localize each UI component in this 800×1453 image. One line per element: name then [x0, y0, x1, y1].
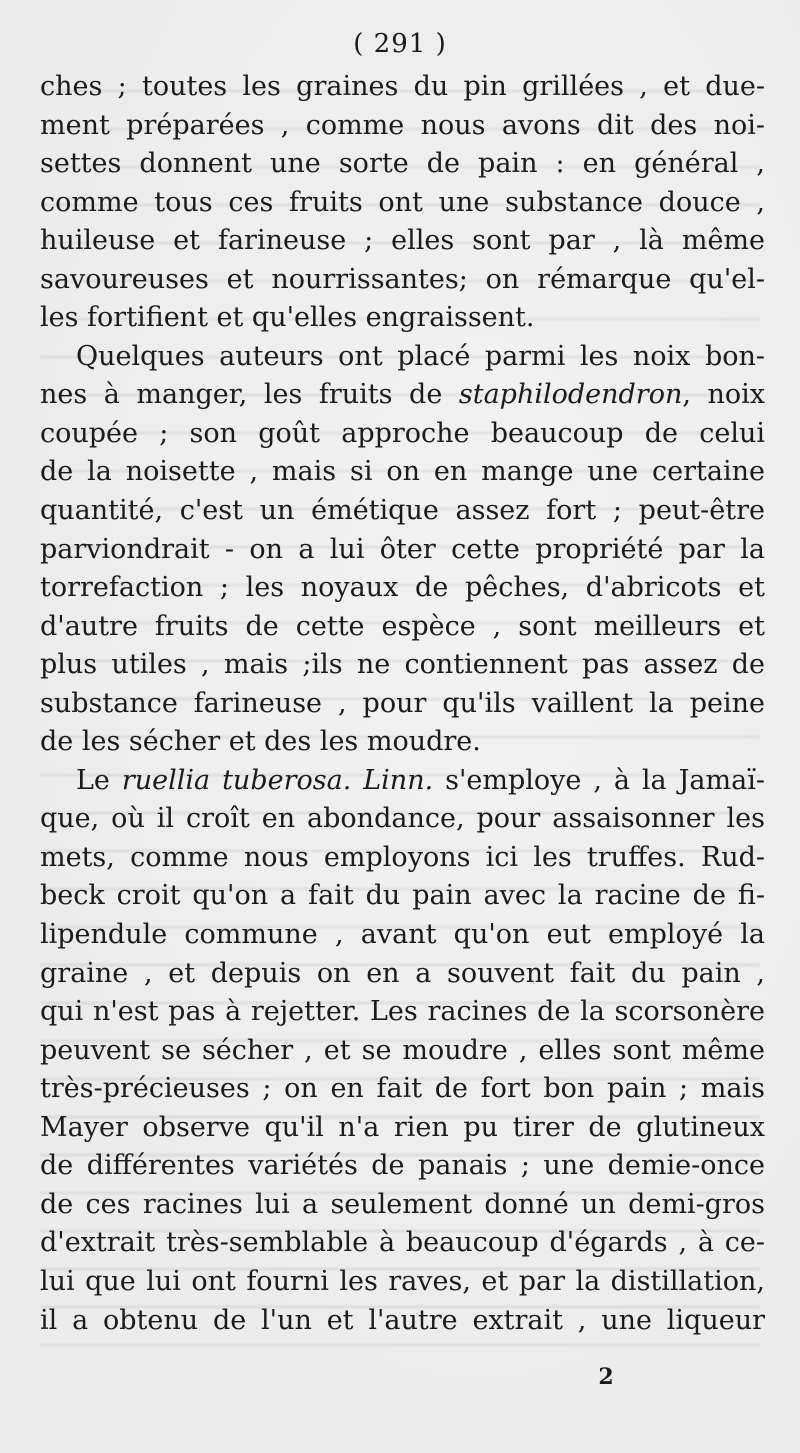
text-line: huileuse et farineuse ; elles sont par , là même [40, 225, 765, 257]
signature-mark: 2 [598, 1364, 614, 1390]
text-line: très-précieuses ; on en fait de fort bon pain ; mais [40, 1073, 765, 1105]
text-line: lui que lui ont fourni les raves, et par la distillation, [40, 1265, 765, 1297]
text-line: comme tous ces fruits ont une substance douce , [40, 186, 765, 218]
text-line: quantité, c'est un émétique assez fort ; peut-être [40, 495, 765, 527]
text-line: d'extrait très-semblable à beaucoup d'égards , à ce- [40, 1227, 765, 1259]
text-line: de ces racines lui a seulement donné un demi-gros [40, 1188, 765, 1220]
text-line: parviondrait - on a lui ôter cette propriété par la [40, 533, 765, 565]
text-line: plus utiles , mais ;ils ne contiennent pas assez de [40, 649, 765, 681]
text-line: torrefaction ; les noyaux de pêches, d'abricots et [40, 572, 765, 604]
text-line: ches ; toutes les graines du pin grillées , et due- [40, 71, 765, 102]
text-line: peuvent se sécher , et se moudre , elles sont même [40, 1034, 765, 1066]
text-line: ment préparées , comme nous avons dit des noi- [40, 109, 765, 141]
text-line: de les sécher et des les moudre. [40, 726, 481, 758]
text-line: graine , et depuis on en a souvent fait du pain , [40, 957, 765, 989]
text-line: Mayer observe qu'il n'a rien pu tirer de glutineux [40, 1111, 765, 1143]
text-line: qui n'est pas à rejetter. Les racines de la scorsonère [40, 996, 765, 1028]
page-number: ( 291 ) [353, 29, 447, 59]
text-line: settes donnent une sorte de pain : en général , [40, 148, 765, 180]
text-segment: Le [76, 764, 122, 796]
text-line: Quelques auteurs ont placé parmi les noix bon- [76, 340, 765, 372]
text-line: de différentes variétés de panais ; une demie-once [40, 1150, 765, 1182]
text-segment: nes à manger, les fruits de [40, 379, 459, 411]
text-segment: , noix [682, 379, 765, 411]
text-line: de la noisette , mais si on en mange une certaine [40, 456, 765, 488]
text-segment: s'employe , à la Jamaï- [433, 764, 765, 796]
italic-term: staphilodendron [458, 379, 683, 411]
text-line: lipendule commune , avant qu'on eut employé la [40, 919, 765, 951]
text-line: il a obtenu de l'un et l'autre extrait , une liqueur [40, 1304, 765, 1336]
text-line: mets, comme nous employons ici les truffes. Rud- [40, 841, 765, 873]
text-line [40, 762, 765, 801]
text-line: beck croit qu'on a fait du pain avec la racine de fi- [40, 880, 765, 912]
body-text [40, 68, 765, 1340]
text-line: les fortifient et qu'elles engraissent. [40, 302, 535, 334]
text-line: coupée ; son goût approche beaucoup de celui [40, 417, 765, 449]
italic-term: ruellia tuberosa. Linn. [121, 764, 434, 796]
text-line [40, 376, 765, 415]
text-line: savoureuses et nourrissantes; on rémarque qu'el- [40, 263, 765, 295]
text-line: substance farineuse , pour qu'ils vaillent la peine [40, 687, 765, 719]
text-line: que, où il croît en abondance, pour assaisonner les [40, 803, 765, 835]
text-line: d'autre fruits de cette espèce , sont meilleurs et [40, 610, 765, 642]
